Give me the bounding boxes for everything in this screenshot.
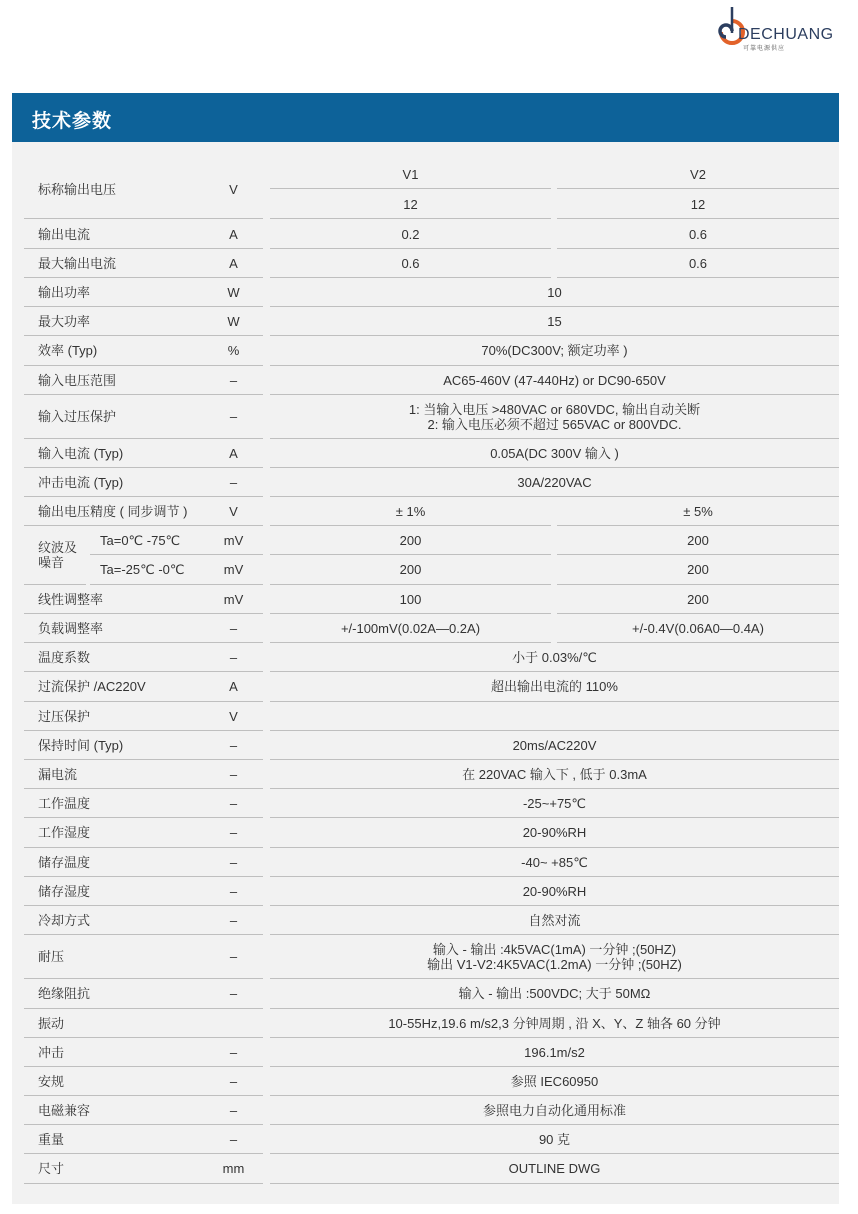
row-unit: – bbox=[204, 643, 263, 672]
row-value: 70%(DC300V; 额定功率 ) bbox=[270, 336, 839, 366]
row-label: 线性调整率 bbox=[24, 585, 210, 614]
row-unit: – bbox=[204, 468, 263, 497]
row-value-v2: +/-0.4V(0.06A0—0.4A) bbox=[557, 614, 839, 643]
row-value: 20-90%RH bbox=[270, 877, 839, 906]
row-unit: % bbox=[204, 336, 263, 366]
row-value bbox=[270, 935, 839, 979]
row-label: 工作温度 bbox=[24, 789, 210, 818]
row-value-v2: V2 bbox=[557, 160, 839, 189]
row-value: -40~ +85℃ bbox=[270, 848, 839, 877]
row-label: 安规 bbox=[24, 1067, 210, 1096]
row-value: 在 220VAC 输入下 , 低于 0.3mA bbox=[270, 760, 839, 789]
row-value-v1: ± 1% bbox=[270, 497, 551, 526]
row-unit: mV bbox=[204, 526, 263, 555]
row-unit: mV bbox=[204, 555, 263, 585]
row-value: -25~+75℃ bbox=[270, 789, 839, 818]
spec-table bbox=[12, 142, 839, 1204]
row-unit: – bbox=[204, 979, 263, 1009]
row-value-v1: 12 bbox=[270, 190, 551, 219]
row-unit: – bbox=[204, 877, 263, 906]
row-value: 10 bbox=[270, 278, 839, 307]
row-label: 最大输出电流 bbox=[24, 249, 210, 278]
row-value: 20ms/AC220V bbox=[270, 731, 839, 760]
value-line: 输入 - 输出 :4k5VAC(1mA) 一分钟 ;(50HZ) bbox=[432, 941, 677, 957]
row-value-v2: 200 bbox=[557, 585, 839, 614]
row-label: 漏电流 bbox=[24, 760, 210, 789]
row-label: 冷却方式 bbox=[24, 906, 210, 935]
row-value: 自然对流 bbox=[270, 906, 839, 935]
row-label: 输入电流 (Typ) bbox=[24, 439, 210, 468]
row-value: 小于 0.03%/℃ bbox=[270, 643, 839, 672]
row-value-v2: 200 bbox=[557, 555, 839, 585]
row-value-v1: V1 bbox=[270, 160, 551, 189]
row-label: 工作湿度 bbox=[24, 818, 210, 848]
row-label: 冲击 bbox=[24, 1038, 210, 1067]
row-label: 过压保护 bbox=[24, 702, 210, 731]
row-value-v2: 200 bbox=[557, 526, 839, 555]
row-value bbox=[270, 702, 839, 731]
spec-panel bbox=[12, 142, 839, 1204]
row-value: 20-90%RH bbox=[270, 818, 839, 848]
row-label: 振动 bbox=[24, 1009, 210, 1038]
row-value: 输入 - 输出 :500VDC; 大于 50MΩ bbox=[270, 979, 839, 1009]
row-label: 效率 (Typ) bbox=[24, 336, 210, 366]
ripple-noise-label: 纹波及噪音 bbox=[24, 526, 86, 585]
row-unit: V bbox=[204, 160, 263, 219]
row-value bbox=[270, 395, 839, 439]
row-label: 输入电压范围 bbox=[24, 366, 210, 395]
row-label: 电磁兼容 bbox=[24, 1096, 210, 1125]
row-unit: mV bbox=[204, 585, 263, 614]
row-unit: V bbox=[204, 702, 263, 731]
row-unit: – bbox=[204, 1038, 263, 1067]
row-label: 耐压 bbox=[24, 935, 210, 979]
row-value: 90 克 bbox=[270, 1125, 839, 1154]
row-unit: – bbox=[204, 935, 263, 979]
row-value: 参照 IEC60950 bbox=[270, 1067, 839, 1096]
row-unit: mm bbox=[204, 1154, 263, 1184]
row-unit: – bbox=[204, 1067, 263, 1096]
row-unit: – bbox=[204, 818, 263, 848]
row-value-v1: 0.6 bbox=[270, 249, 551, 278]
row-value: 参照电力自动化通用标准 bbox=[270, 1096, 839, 1125]
row-value-v2: 0.6 bbox=[557, 249, 839, 278]
row-unit: – bbox=[204, 848, 263, 877]
row-unit: – bbox=[204, 366, 263, 395]
row-value-v2: ± 5% bbox=[557, 497, 839, 526]
row-value-v2: 0.6 bbox=[557, 220, 839, 249]
value-line: 1: 当输入电压 >480VAC or 680VDC, 输出自动关断 bbox=[408, 401, 701, 417]
row-label: 温度系数 bbox=[24, 643, 210, 672]
row-label: 保持时间 (Typ) bbox=[24, 731, 210, 760]
row-label: 标称输出电压 bbox=[24, 160, 210, 219]
row-label: 重量 bbox=[24, 1125, 210, 1154]
row-label: 尺寸 bbox=[24, 1154, 210, 1184]
row-value: 30A/220VAC bbox=[270, 468, 839, 497]
row-label: 输入过压保护 bbox=[24, 395, 210, 439]
row-unit: – bbox=[204, 1096, 263, 1125]
brand-tagline: 可靠电源供应 bbox=[743, 46, 786, 52]
row-unit: A bbox=[204, 439, 263, 468]
row-value: 超出输出电流的 110% bbox=[270, 672, 839, 702]
row-value: 15 bbox=[270, 307, 839, 336]
row-condition: Ta=0℃ -75℃ bbox=[90, 526, 210, 555]
row-label: 绝缘阻抗 bbox=[24, 979, 210, 1009]
row-unit: W bbox=[204, 278, 263, 307]
row-label: 输出电流 bbox=[24, 220, 210, 249]
row-label: 输出功率 bbox=[24, 278, 210, 307]
brand-name: DECHUANG bbox=[738, 26, 834, 43]
row-value: AC65-460V (47-440Hz) or DC90-650V bbox=[270, 366, 839, 395]
row-unit: A bbox=[204, 249, 263, 278]
row-unit: W bbox=[204, 307, 263, 336]
row-unit: – bbox=[204, 906, 263, 935]
row-label: 过流保护 /AC220V bbox=[24, 672, 210, 702]
row-value: 0.05A(DC 300V 输入 ) bbox=[270, 439, 839, 468]
row-unit: – bbox=[204, 789, 263, 818]
row-label: 冲击电流 (Typ) bbox=[24, 468, 210, 497]
row-value: OUTLINE DWG bbox=[270, 1154, 839, 1184]
row-unit: – bbox=[204, 731, 263, 760]
row-label: 储存温度 bbox=[24, 848, 210, 877]
row-value-v1: 200 bbox=[270, 526, 551, 555]
row-label: 输出电压精度 ( 同步调节 ) bbox=[24, 497, 210, 526]
row-unit: V bbox=[204, 497, 263, 526]
row-label: 负载调整率 bbox=[24, 614, 210, 643]
brand-logo bbox=[705, 6, 845, 52]
row-label: 最大功率 bbox=[24, 307, 210, 336]
row-unit: – bbox=[204, 614, 263, 643]
row-unit: – bbox=[204, 760, 263, 789]
row-value: 196.1m/s2 bbox=[270, 1038, 839, 1067]
row-condition: Ta=-25℃ -0℃ bbox=[90, 555, 210, 585]
value-line: 输出 V1-V2:4K5VAC(1.2mA) 一分钟 ;(50HZ) bbox=[427, 956, 682, 972]
row-label: 储存湿度 bbox=[24, 877, 210, 906]
row-unit: A bbox=[204, 672, 263, 702]
row-unit bbox=[204, 1009, 263, 1038]
row-unit: A bbox=[204, 220, 263, 249]
row-value-v1: 100 bbox=[270, 585, 551, 614]
row-unit: – bbox=[204, 395, 263, 439]
section-header bbox=[12, 93, 839, 142]
row-value-v1: 0.2 bbox=[270, 220, 551, 249]
row-value-v1: +/-100mV(0.02A—0.2A) bbox=[270, 614, 551, 643]
row-value-v2: 12 bbox=[557, 190, 839, 219]
section-title: 技术参数 bbox=[32, 111, 113, 132]
row-value-v1: 200 bbox=[270, 555, 551, 585]
value-line: 2: 输入电压必须不超过 565VAC or 800VDC. bbox=[427, 416, 682, 432]
row-value: 10-55Hz,19.6 m/s2,3 分钟周期 , 沿 X、Y、Z 轴各 60 分钟 bbox=[270, 1009, 839, 1038]
row-unit: – bbox=[204, 1125, 263, 1154]
